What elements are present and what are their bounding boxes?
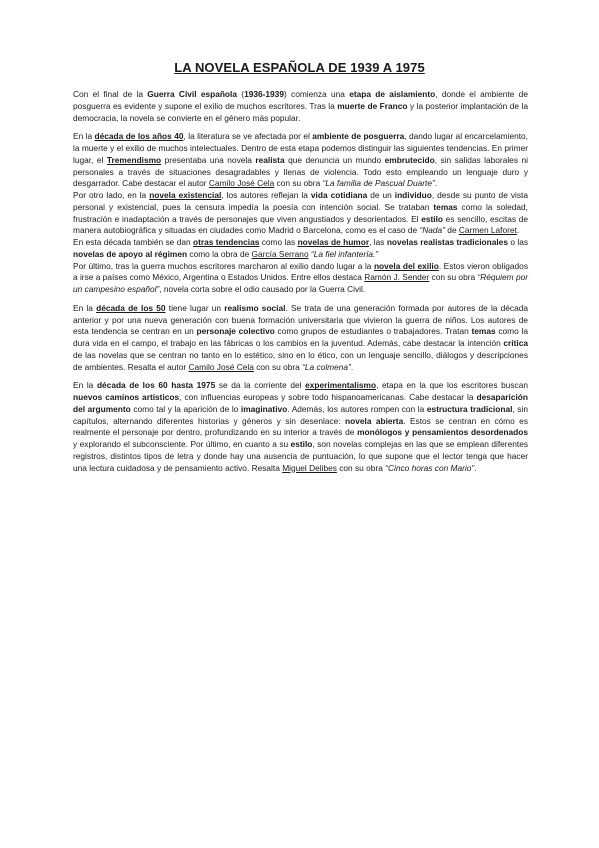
- emphasis-text: Ramón J. Sender: [364, 272, 430, 283]
- emphasis-text: realismo social: [224, 302, 286, 313]
- text-run: como la soledad, frustración e inadaptación a través de personajes que viven angustiados y desorientados. El: [73, 201, 528, 224]
- text-run: como la dura vida en el campo, el trabajo en las fábricas o los cambios en la juventud. Además, cabe destacar la intención: [73, 326, 528, 348]
- text-run: como la obra de: [187, 248, 252, 259]
- paragraph-decada-40-a: [73, 131, 528, 190]
- emphasis-text: “Réquiem por un campesino español”: [73, 272, 529, 294]
- text-run: es sencillo, escitas de manera autobiográfica y situadas en ciudades como Madrid o Barcelona, como es el caso de: [73, 213, 528, 236]
- text-run: con su obra: [253, 361, 303, 372]
- text-run: , novela corta sobre el odio causado por la Guerra Civil.: [159, 284, 366, 294]
- text-run: Por otro lado, en la: [73, 190, 150, 200]
- emphasis-text: novela abierta: [345, 415, 404, 426]
- emphasis-text: “Nada”: [419, 225, 445, 236]
- text-run: como las: [259, 237, 298, 247]
- paragraph-decada-40-c: [73, 237, 528, 261]
- emphasis-text: Camilo José Cela: [188, 361, 254, 372]
- text-run: , son novelas complejas en las que se emplean diferentes registros, distintos tipos de letra y donde hay una ausencia de puntuación, lo que supone que el lector tenga que hacer una lectura cuidadosa y de pensamiento activo. Resalta: [73, 439, 529, 473]
- text-run: , donde el ambiente de posguerra es evidente y supone el exilio de muchos escritores. Tras la: [73, 89, 528, 111]
- text-run: En la: [73, 302, 97, 313]
- emphasis-text: estilo: [421, 213, 443, 224]
- emphasis-text: García Serrano: [251, 248, 309, 259]
- emphasis-text: realista: [255, 154, 285, 165]
- text-run: con su obra: [274, 178, 323, 189]
- text-run: con su obra: [429, 272, 478, 283]
- emphasis-text: temas: [433, 201, 458, 212]
- emphasis-text: Camilo José Cela: [208, 178, 275, 189]
- emphasis-text: Tremendismo: [106, 154, 162, 165]
- text-run: y explorando el subconsciente. Por último, en cuanto a su: [73, 439, 291, 449]
- emphasis-text: novelas de apoyo al régimen: [73, 248, 188, 259]
- text-run: , los autores reflejan la: [221, 190, 311, 200]
- text-run: como grupos de estudiantes o trabajadores. Tratan: [274, 326, 472, 337]
- emphasis-text: temas: [471, 326, 496, 337]
- text-run: y la posterior implantación de la democracia, la novela se convierte en el género más popular.: [73, 100, 528, 123]
- emphasis-text: monólogos y pensamientos desordenados: [357, 427, 528, 438]
- emphasis-text: novelas realistas tradicionales: [386, 237, 508, 247]
- paragraph-decada-60: [73, 380, 528, 474]
- text-run: de un: [367, 190, 395, 200]
- emphasis-text: novela existencial: [149, 190, 222, 200]
- emphasis-text: etapa de aislamiento: [349, 89, 436, 99]
- text-run: se da la corriente del: [215, 380, 306, 391]
- emphasis-text: década de los 60 hasta 1975: [96, 380, 216, 391]
- emphasis-text: Miguel Delibes: [282, 462, 337, 473]
- text-run: En la: [73, 380, 97, 391]
- emphasis-text: individuo: [394, 190, 432, 200]
- emphasis-text: embrutecido: [384, 154, 435, 165]
- emphasis-text: década de los 50: [96, 302, 166, 313]
- text-run: Por último, tras la guerra muchos escritores marcharon al exilio dando lugar a la: [73, 260, 374, 271]
- emphasis-text: década de los años 40: [94, 131, 184, 142]
- text-run: como tal y la aparición de lo: [130, 403, 241, 414]
- paragraph-decada-50: [73, 303, 528, 374]
- text-run: , dando lugar al encarcelamiento, la muerte y el exilio de muchos intelectuales. Dentro de esta etapa podemos distinguir las siguientes tendencias. En primer lugar, el: [73, 131, 529, 165]
- text-run: Con el final de la: [73, 89, 148, 99]
- emphasis-text: ambiente de posguerra: [312, 131, 405, 142]
- text-run: tiene lugar un: [165, 302, 225, 313]
- text-run: (: [237, 89, 245, 99]
- emphasis-text: novela del exilio: [373, 260, 439, 271]
- text-run: . Estos se centran en cómo es realmente el personaje por dentro, profundizando en su interior a través de: [73, 415, 528, 438]
- text-run: En esta década también se dan: [73, 237, 193, 247]
- text-run: , desde su punto de vista personal y existencial, pues la censura impedía la poesía con intención social. Se trataban: [73, 190, 528, 212]
- emphasis-text: imaginativo: [240, 403, 288, 414]
- text-run: . Se trata de una generación formada por autores de la década anterior y por una nueva generación con buena formación universitaria que vivieron la guerra de niños. Los autores de esta tendencia se centran en un: [73, 302, 529, 337]
- emphasis-text: “La fiel infantería.”: [310, 248, 379, 259]
- emphasis-text: novelas de humor: [297, 237, 370, 247]
- emphasis-text: estructura tradicional: [426, 403, 513, 414]
- text-run: con su obra: [336, 462, 386, 473]
- document-title: LA NOVELA ESPAÑOLA DE 1939 A 1975: [174, 60, 425, 75]
- text-run: de las novelas que se centran no tanto en lo estético, sino en lo ético, con un lenguaje sencillo, diálogos y descripciones de ambientes. Resalta el autor: [73, 349, 528, 372]
- emphasis-text: nuevos caminos artísticos: [73, 392, 180, 402]
- text-run: . Estos vieron obligados a irse a países como México, Argentina o Estados Unidos. Entre ellos destaca: [73, 260, 528, 283]
- emphasis-text: otras tendencias: [193, 237, 260, 247]
- text-run: .: [350, 361, 354, 372]
- text-run: , sin salidas laborales ni personales a través de situaciones desagradables y llenas de violencia. Todo esto empleando un lenguaje duro y desgarrador. Cabe destacar el autor: [73, 154, 528, 189]
- text-run: .: [516, 225, 520, 236]
- paragraph-intro: [73, 89, 528, 124]
- emphasis-text: desaparición del argumento: [73, 392, 528, 414]
- text-run: , las: [369, 237, 387, 247]
- text-run: de: [444, 225, 459, 236]
- text-run: , etapa en la que los escritores buscan: [376, 380, 529, 391]
- text-run: ) comienza una: [283, 89, 350, 99]
- text-run: que denuncia un mundo: [284, 154, 385, 165]
- emphasis-text: muerte de Franco: [337, 100, 408, 111]
- text-run: , con influencias europeas y sobre todo hispanoamericanas. Cabe destacar la: [179, 392, 477, 402]
- emphasis-text: 1936-1939: [244, 89, 284, 99]
- text-run: o las: [507, 237, 529, 247]
- text-run: . Además, los autores rompen con la: [287, 403, 427, 414]
- text-run: .: [474, 462, 477, 473]
- text-run: , sin capítulos, alternando diferentes historias y géneros y sin desenlace:: [73, 403, 528, 426]
- emphasis-text: personaje colectivo: [196, 326, 275, 337]
- emphasis-text: experimentalismo: [305, 380, 377, 391]
- text-run: .: [434, 178, 438, 189]
- emphasis-text: estilo: [290, 439, 313, 449]
- paragraph-decada-40-b: [73, 190, 528, 237]
- paragraph-decada-40-d: [73, 261, 528, 296]
- emphasis-text: Guerra Civil española: [147, 89, 237, 99]
- document-body: [73, 89, 528, 481]
- text-run: En la: [73, 131, 95, 142]
- text-run: presentaba una novela: [161, 154, 256, 165]
- emphasis-text: “La familia de Pascual Duarte”: [322, 178, 435, 189]
- emphasis-text: “Cinco horas con Mario”: [385, 462, 475, 473]
- emphasis-text: Carmen Laforet: [458, 225, 517, 236]
- emphasis-text: “La colmena”: [302, 361, 351, 372]
- emphasis-text: vida cotidiana: [310, 190, 368, 200]
- emphasis-text: crítica: [503, 338, 528, 348]
- text-run: , la literatura se ve afectada por el: [183, 131, 313, 142]
